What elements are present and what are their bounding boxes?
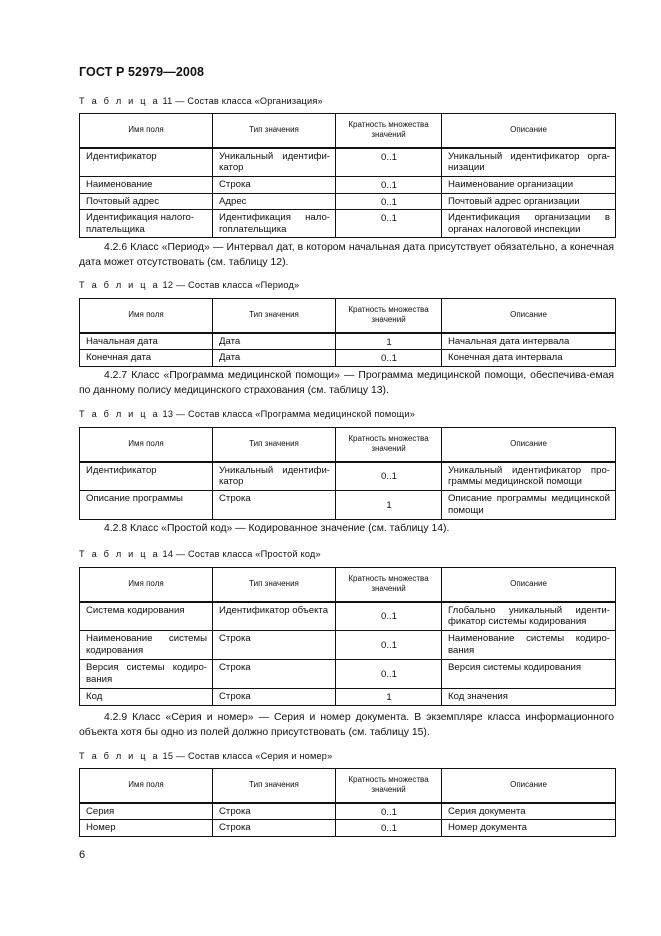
cell-value-type: Строка	[213, 660, 336, 689]
col-header-value-type: Тип значения	[213, 299, 336, 333]
col-header-description: Описание	[442, 299, 616, 333]
cell-multiplicity: 0..1	[336, 660, 442, 689]
table-row	[80, 350, 616, 367]
cell-value-type: Адрес	[213, 193, 336, 210]
caption-label: Т а б л и ц а	[79, 549, 160, 559]
cell-field-name: Идентификация налого-плательщика	[80, 210, 213, 238]
col-header-multiplicity: Кратность множества значений	[336, 428, 442, 462]
col-header-value-type: Тип значения	[213, 114, 336, 148]
caption-label: Т а б л и ц а	[79, 280, 160, 290]
cell-field-name: Система кодирования	[80, 602, 213, 631]
col-header-field-name: Имя поля	[80, 428, 213, 462]
cell-multiplicity: 0..1	[336, 148, 442, 177]
table-row	[80, 333, 616, 350]
document-code: ГОСТ Р 52979—2008	[79, 65, 205, 79]
caption-label: Т а б л и ц а	[79, 96, 160, 106]
col-header-field-name: Имя поля	[80, 299, 213, 333]
table-row	[80, 602, 616, 631]
table-row	[80, 689, 616, 706]
cell-description: Конечная дата интервала	[442, 350, 616, 367]
cell-value-type: Уникальный идентифи-катор	[213, 148, 336, 177]
table-row	[80, 803, 616, 820]
col-header-value-type: Тип значения	[213, 769, 336, 803]
table-row	[80, 631, 616, 660]
cell-description: Уникальный идентификатор про-граммы медицинской помощи	[442, 462, 616, 491]
cell-description: Почтовый адрес организации	[442, 193, 616, 210]
table-13	[79, 427, 616, 520]
cell-multiplicity: 0..1	[336, 602, 442, 631]
table-11-caption	[79, 96, 323, 106]
col-header-multiplicity: Кратность множества значений	[336, 769, 442, 803]
cell-value-type: Строка	[213, 803, 336, 820]
page-number: 6	[79, 849, 86, 861]
table-12	[79, 298, 616, 367]
table-14-caption	[79, 549, 321, 559]
paragraph-4-2-9	[79, 710, 614, 740]
table-row	[80, 177, 616, 194]
cell-field-name: Серия	[80, 803, 213, 820]
cell-description: Идентификация организации в органах налоговой инспекции	[442, 210, 616, 238]
paragraph-text: 4.2.7 Класс «Программа медицинской помощи» — Программа медицинской помощи, обеспечива-емая по данному полису медицинского страхования (см. таблицу 13).	[79, 370, 614, 396]
cell-field-name: Описание программы	[80, 491, 213, 520]
cell-field-name: Начальная дата	[80, 333, 213, 350]
cell-multiplicity: 0..1	[336, 462, 442, 491]
table-row	[80, 491, 616, 520]
caption-text: 13 — Состав класса «Программа медицинской помощи»	[162, 409, 416, 419]
cell-value-type: Дата	[213, 333, 336, 350]
table-12-caption	[79, 280, 299, 290]
cell-multiplicity: 0..1	[336, 350, 442, 367]
col-header-field-name: Имя поля	[80, 769, 213, 803]
paragraph-text: 4.2.8 Класс «Простой код» — Кодированное значение (см. таблицу 14).	[104, 523, 450, 534]
table-row	[80, 660, 616, 689]
caption-text: 11 — Состав класса «Организация»	[162, 96, 323, 106]
cell-description: Код значения	[442, 689, 616, 706]
cell-value-type: Строка	[213, 491, 336, 520]
cell-multiplicity: 0..1	[336, 210, 442, 238]
col-header-value-type: Тип значения	[213, 428, 336, 462]
cell-field-name: Идентификатор	[80, 462, 213, 491]
cell-multiplicity: 0..1	[336, 177, 442, 194]
cell-value-type: Уникальный идентифи-катор	[213, 462, 336, 491]
cell-multiplicity: 1	[336, 491, 442, 520]
cell-value-type: Дата	[213, 350, 336, 367]
table-13-caption	[79, 409, 415, 419]
cell-field-name: Почтовый адрес	[80, 193, 213, 210]
paragraph-text: 4.2.9 Класс «Серия и номер» — Серия и номер документа. В экземпляре класса информационного объекта хотя бы одно из полей должно присутствовать (см. таблицу 15).	[79, 712, 614, 738]
paragraph-4-2-8	[79, 521, 614, 536]
cell-description: Уникальный идентификатор орга-низации	[442, 148, 616, 177]
col-header-description: Описание	[442, 568, 616, 602]
cell-field-name: Номер	[80, 820, 213, 837]
col-header-multiplicity: Кратность множества значений	[336, 114, 442, 148]
cell-multiplicity: 1	[336, 689, 442, 706]
caption-label: Т а б л и ц а	[79, 751, 160, 761]
cell-field-name: Наименование системы кодирования	[80, 631, 213, 660]
table-11	[79, 113, 616, 238]
col-header-multiplicity: Кратность множества значений	[336, 299, 442, 333]
cell-value-type: Строка	[213, 689, 336, 706]
cell-value-type: Строка	[213, 631, 336, 660]
cell-field-name: Код	[80, 689, 213, 706]
cell-field-name: Версия системы кодиро-вания	[80, 660, 213, 689]
cell-description: Версия системы кодирования	[442, 660, 616, 689]
col-header-description: Описание	[442, 769, 616, 803]
paragraph-4-2-6	[79, 240, 614, 270]
table-row	[80, 210, 616, 238]
cell-multiplicity: 0..1	[336, 803, 442, 820]
cell-description: Начальная дата интервала	[442, 333, 616, 350]
caption-text: 14 — Состав класса «Простой код»	[162, 549, 321, 559]
cell-description: Глобально уникальный иденти-фикатор системы кодирования	[442, 602, 616, 631]
paragraph-text: 4.2.6 Класс «Период» — Интервал дат, в котором начальная дата присутствует обязательно, а конечная дата может отсутствовать (см. таблицу 12).	[79, 242, 614, 268]
table-15	[79, 768, 616, 837]
cell-multiplicity: 0..1	[336, 820, 442, 837]
cell-description: Описание программы медицинской помощи	[442, 491, 616, 520]
cell-multiplicity: 0..1	[336, 193, 442, 210]
col-header-field-name: Имя поля	[80, 114, 213, 148]
cell-multiplicity: 0..1	[336, 631, 442, 660]
cell-description: Номер документа	[442, 820, 616, 837]
paragraph-4-2-7	[79, 368, 614, 398]
table-row	[80, 462, 616, 491]
col-header-field-name: Имя поля	[80, 568, 213, 602]
cell-multiplicity: 1	[336, 333, 442, 350]
col-header-value-type: Тип значения	[213, 568, 336, 602]
table-row	[80, 193, 616, 210]
cell-value-type: Строка	[213, 177, 336, 194]
caption-text: 15 — Состав класса «Серия и номер»	[162, 751, 333, 761]
cell-field-name: Наименование	[80, 177, 213, 194]
table-row	[80, 148, 616, 177]
cell-description: Серия документа	[442, 803, 616, 820]
cell-value-type: Идентификация нало-гоплательщика	[213, 210, 336, 238]
caption-label: Т а б л и ц а	[79, 409, 160, 419]
cell-field-name: Конечная дата	[80, 350, 213, 367]
cell-value-type: Идентификатор объекта	[213, 602, 336, 631]
col-header-multiplicity: Кратность множества значений	[336, 568, 442, 602]
col-header-description: Описание	[442, 428, 616, 462]
table-15-caption	[79, 751, 332, 761]
cell-field-name: Идентификатор	[80, 148, 213, 177]
cell-value-type: Строка	[213, 820, 336, 837]
caption-text: 12 — Состав класса «Период»	[162, 280, 300, 290]
cell-description: Наименование организации	[442, 177, 616, 194]
col-header-description: Описание	[442, 114, 616, 148]
table-row	[80, 820, 616, 837]
cell-description: Наименование системы кодиро-вания	[442, 631, 616, 660]
table-14	[79, 567, 616, 706]
